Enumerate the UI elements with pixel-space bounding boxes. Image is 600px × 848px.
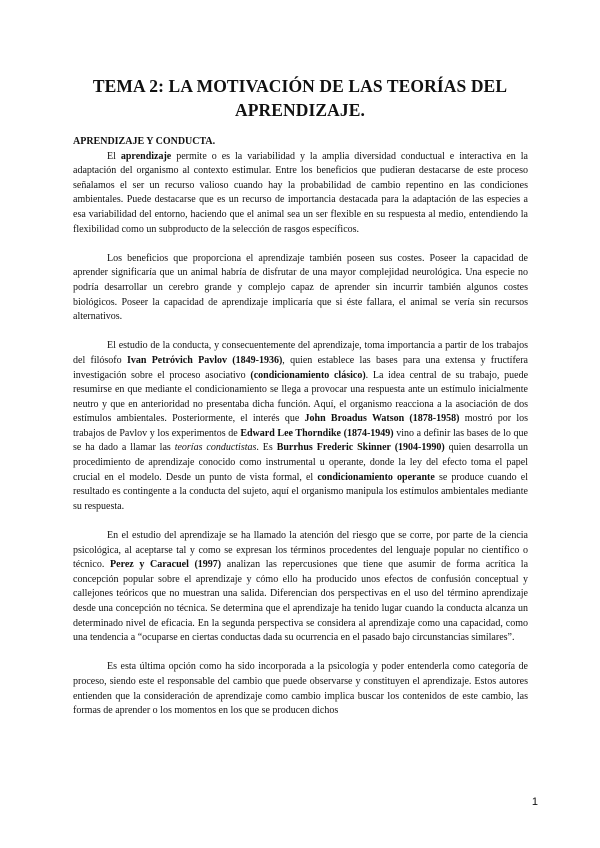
text-run: Los beneficios que proporciona el aprendizaje también poseen sus costes. Poseer la capacidad de aprender significaría que un animal habría de disfrutar de una mayor complejidad neurológica. Una especie no podría desarrollar un cerebro grande y complejo capaz de aprender sin incurrir también algunos costes biológicos. Poseer la capacidad de aprendizaje implicaría que si éste fallara, el animal se vería sin recursos alternativos. <box>73 252 528 323</box>
text-run: mostró por los trabajos de Pavlov y los experimentos de <box>73 413 529 439</box>
paragraph-3 <box>73 339 528 514</box>
text-run: se produce cuando el resultado es contingente a la conducta del sujeto, aquí el organismo manipula los estímulos ambientales mediante su respuesta. <box>73 471 528 512</box>
bold-term: (condicionamiento clásico) <box>250 369 366 381</box>
text-run: analizan las repercusiones que tiene que asumir de forma acrítica la concepción popular sobre el aprendizaje y cómo ello ha producido unos efectos de confusión conceptual y callejones teóricos que no muestran una salida. Diferencian dos perspectivas en el uso del término aprendizaje desde una concepción no técnica. Se determina que el aprendizaje ha tenido lugar cuando la conducta alcanza un determinado nivel de eficacia. En la segunda perspectiva se considera al aprendizaje como una capacidad, como una tendencia a “ocuparse en ciertas conductas dada su ocurrencia en el pasado bajo circunstancias similares”. <box>73 559 529 644</box>
text-run: . La idea central de su trabajo, puede resumirse en que mediante el condicionamiento se llega a provocar una respuesta ante un estímulo inicialmente neutro y que en anterioridad no presentaba dicha función. Aquí, el organismo reacciona a la asociación de dos estímulos ambientales. Posteriormente, el interés que <box>73 369 529 425</box>
text-run: En el estudio del aprendizaje se ha llamado la atención del riesgo que se corre, por parte de la ciencia psicológica, al aceptarse tal y como se expresan los términos procedentes del lenguaje popular no científico o técnico. <box>73 530 528 571</box>
page-number: 1 <box>531 796 538 808</box>
text-run: El <box>107 150 121 162</box>
bold-term: John Broadus Watson (1878-1958) <box>304 413 460 425</box>
paragraph-gap <box>73 514 528 529</box>
paragraph-4 <box>73 529 528 646</box>
text-run: , quien establece las bases para una extensa y fructífera investigación sobre el proceso asociativo <box>73 354 528 381</box>
text-run: vino a definir las bases de lo que se ha dado a llamar las <box>73 427 528 454</box>
paragraph-5 <box>73 660 528 718</box>
text-run: permite o es la variabilidad y la amplia diversidad conductual e interactiva en la adaptación del organismo al contexto estimular. Entre los beneficios que pudieran destacarse de este proceso señalamos el ser un recurso valioso cuando hay la probabilidad de cambio repentino en las condiciones ambientales. Puede destacarse que es un recurso de importancia destacada para la adaptación de las especies a esa variabilidad del entorno, haciendo que el animal sea un ser flexible en su respuesta al medio, entendiendo la flexibilidad como un subproducto de la selección de rasgos específicos. <box>73 150 528 235</box>
paragraph-2 <box>73 252 528 325</box>
text-run: Es esta última opción como ha sido incorporada a la psicología y poder entenderla como categoría de proceso, siendo este el responsable del cambio que puede observarse y constituyen el aprendizaje. Estos autores entienden que la consideración de aprendizaje como cambio implica buscar los contenidos de este cambio, las formas de aprender o los momentos en los que se producen dichos <box>73 661 528 717</box>
bold-term: Edward Lee Thorndike (1874-1949) <box>240 427 394 439</box>
text-run: quien desarrolla un procedimiento de aprendizaje conocido como instrumental u operante, donde la ley del efecto toma el papel crucial en el modelo. Desde un punto de vista formal, el <box>73 442 529 483</box>
section-heading: APRENDIZAJE Y CONDUCTA. <box>73 136 216 147</box>
paragraph-gap <box>73 325 528 340</box>
bold-term: Perez y Caracuel (1997) <box>110 559 222 571</box>
document-body <box>73 135 528 719</box>
paragraph-gap <box>73 646 528 661</box>
paragraph-gap <box>73 237 528 252</box>
bold-term: condicionamiento operante <box>317 471 435 483</box>
page-title: TEMA 2: LA MOTIVACIÓN DE LAS TEORÍAS DEL APRENDIZAJE. <box>92 76 508 120</box>
bold-term: aprendizaje <box>120 150 172 162</box>
paragraph-1 <box>73 150 528 238</box>
text-run: El estudio de la conducta, y consecuentemente del aprendizaje, toma importancia a partir de los trabajos del filósofo <box>73 340 528 366</box>
text-run: . Es <box>256 442 277 454</box>
bold-term: Burrhus Frederic Skinner (1904-1990) <box>276 442 445 454</box>
italic-term: teorías conductistas <box>174 442 257 454</box>
bold-term: Ivan Petróvich Pavlov (1849-1936) <box>126 354 283 366</box>
